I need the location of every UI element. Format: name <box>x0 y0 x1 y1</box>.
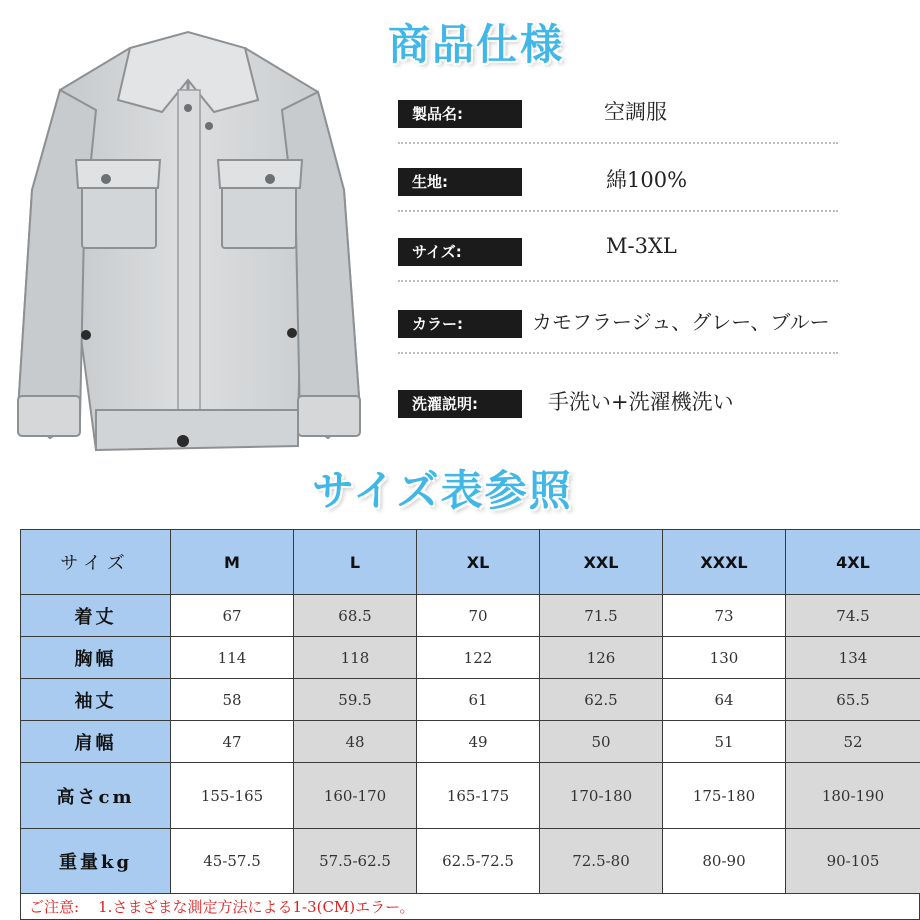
table-row <box>21 721 920 763</box>
row-header: 重量kg <box>21 828 171 893</box>
spec-value: 空調服 <box>604 100 667 124</box>
spec-divider <box>398 352 838 354</box>
row-header: 着丈 <box>21 595 171 637</box>
spec-label: カラー: <box>398 310 522 338</box>
table-cell: 49 <box>417 721 540 763</box>
spec-label: 洗濯説明: <box>398 390 522 418</box>
size-header: M <box>171 530 294 595</box>
table-cell: 51 <box>663 721 786 763</box>
product-spec-heading: 商品仕様 <box>388 20 565 69</box>
size-header: L <box>294 530 417 595</box>
table-cell: 155-165 <box>171 763 294 828</box>
table-row <box>21 679 920 721</box>
spec-value: カモフラージュ、グレー、ブルー <box>532 310 830 334</box>
table-cell: 50 <box>540 721 663 763</box>
spec-row-product-name <box>398 92 920 136</box>
table-header-row <box>21 530 920 595</box>
table-cell: 114 <box>171 637 294 679</box>
spec-value: 手洗い+洗濯機洗い <box>548 390 734 414</box>
table-cell: 67 <box>171 595 294 637</box>
table-row <box>21 828 920 893</box>
table-cell: 45-57.5 <box>171 828 294 893</box>
table-row <box>21 763 920 828</box>
table-cell: 160-170 <box>294 763 417 828</box>
size-table <box>20 529 920 894</box>
table-cell: 48 <box>294 721 417 763</box>
row-header: 肩幅 <box>21 721 171 763</box>
size-chart-heading: サイズ表参照 <box>312 466 573 515</box>
table-cell: 180-190 <box>786 763 920 828</box>
table-cell: 175-180 <box>663 763 786 828</box>
table-cell: 65.5 <box>786 679 920 721</box>
spec-row-fabric <box>398 160 920 204</box>
table-cell: 72.5-80 <box>540 828 663 893</box>
row-header: 袖丈 <box>21 679 171 721</box>
table-cell: 57.5-62.5 <box>294 828 417 893</box>
table-cell: 61 <box>417 679 540 721</box>
table-cell: 52 <box>786 721 920 763</box>
measurement-note: ご注意: 1.さまざまな測定方法による1-3(CM)エラー。 <box>29 898 415 916</box>
spec-label: サイズ: <box>398 238 522 266</box>
table-cell: 80-90 <box>663 828 786 893</box>
table-cell: 74.5 <box>786 595 920 637</box>
table-cell: 70 <box>417 595 540 637</box>
spec-value: 綿100% <box>606 168 688 192</box>
spec-row-size <box>398 230 920 274</box>
table-cell: 68.5 <box>294 595 417 637</box>
spec-row-wash <box>398 382 920 426</box>
size-header: 4XL <box>786 530 920 595</box>
table-cell: 165-175 <box>417 763 540 828</box>
table-cell: 59.5 <box>294 679 417 721</box>
table-cell: 118 <box>294 637 417 679</box>
table-corner-header: サイズ <box>21 530 171 595</box>
spec-label: 生地: <box>398 168 522 196</box>
jacket-product-image <box>0 0 380 460</box>
table-cell: 90-105 <box>786 828 920 893</box>
table-cell: 71.5 <box>540 595 663 637</box>
table-cell: 170-180 <box>540 763 663 828</box>
table-row <box>21 595 920 637</box>
spec-divider <box>398 210 838 212</box>
table-cell: 47 <box>171 721 294 763</box>
table-row <box>21 637 920 679</box>
spec-divider <box>398 280 838 282</box>
table-cell: 64 <box>663 679 786 721</box>
spec-divider <box>398 142 838 144</box>
row-header: 高さcm <box>21 763 171 828</box>
table-cell: 73 <box>663 595 786 637</box>
table-cell: 62.5-72.5 <box>417 828 540 893</box>
table-cell: 58 <box>171 679 294 721</box>
row-header: 胸幅 <box>21 637 171 679</box>
spec-value: M-3XL <box>606 234 677 258</box>
size-header: XXL <box>540 530 663 595</box>
size-header: XXXL <box>663 530 786 595</box>
spec-row-color <box>398 302 920 346</box>
table-cell: 134 <box>786 637 920 679</box>
note-box <box>20 894 920 920</box>
spec-label: 製品名: <box>398 100 522 128</box>
table-cell: 130 <box>663 637 786 679</box>
table-cell: 126 <box>540 637 663 679</box>
table-cell: 62.5 <box>540 679 663 721</box>
size-header: XL <box>417 530 540 595</box>
table-cell: 122 <box>417 637 540 679</box>
